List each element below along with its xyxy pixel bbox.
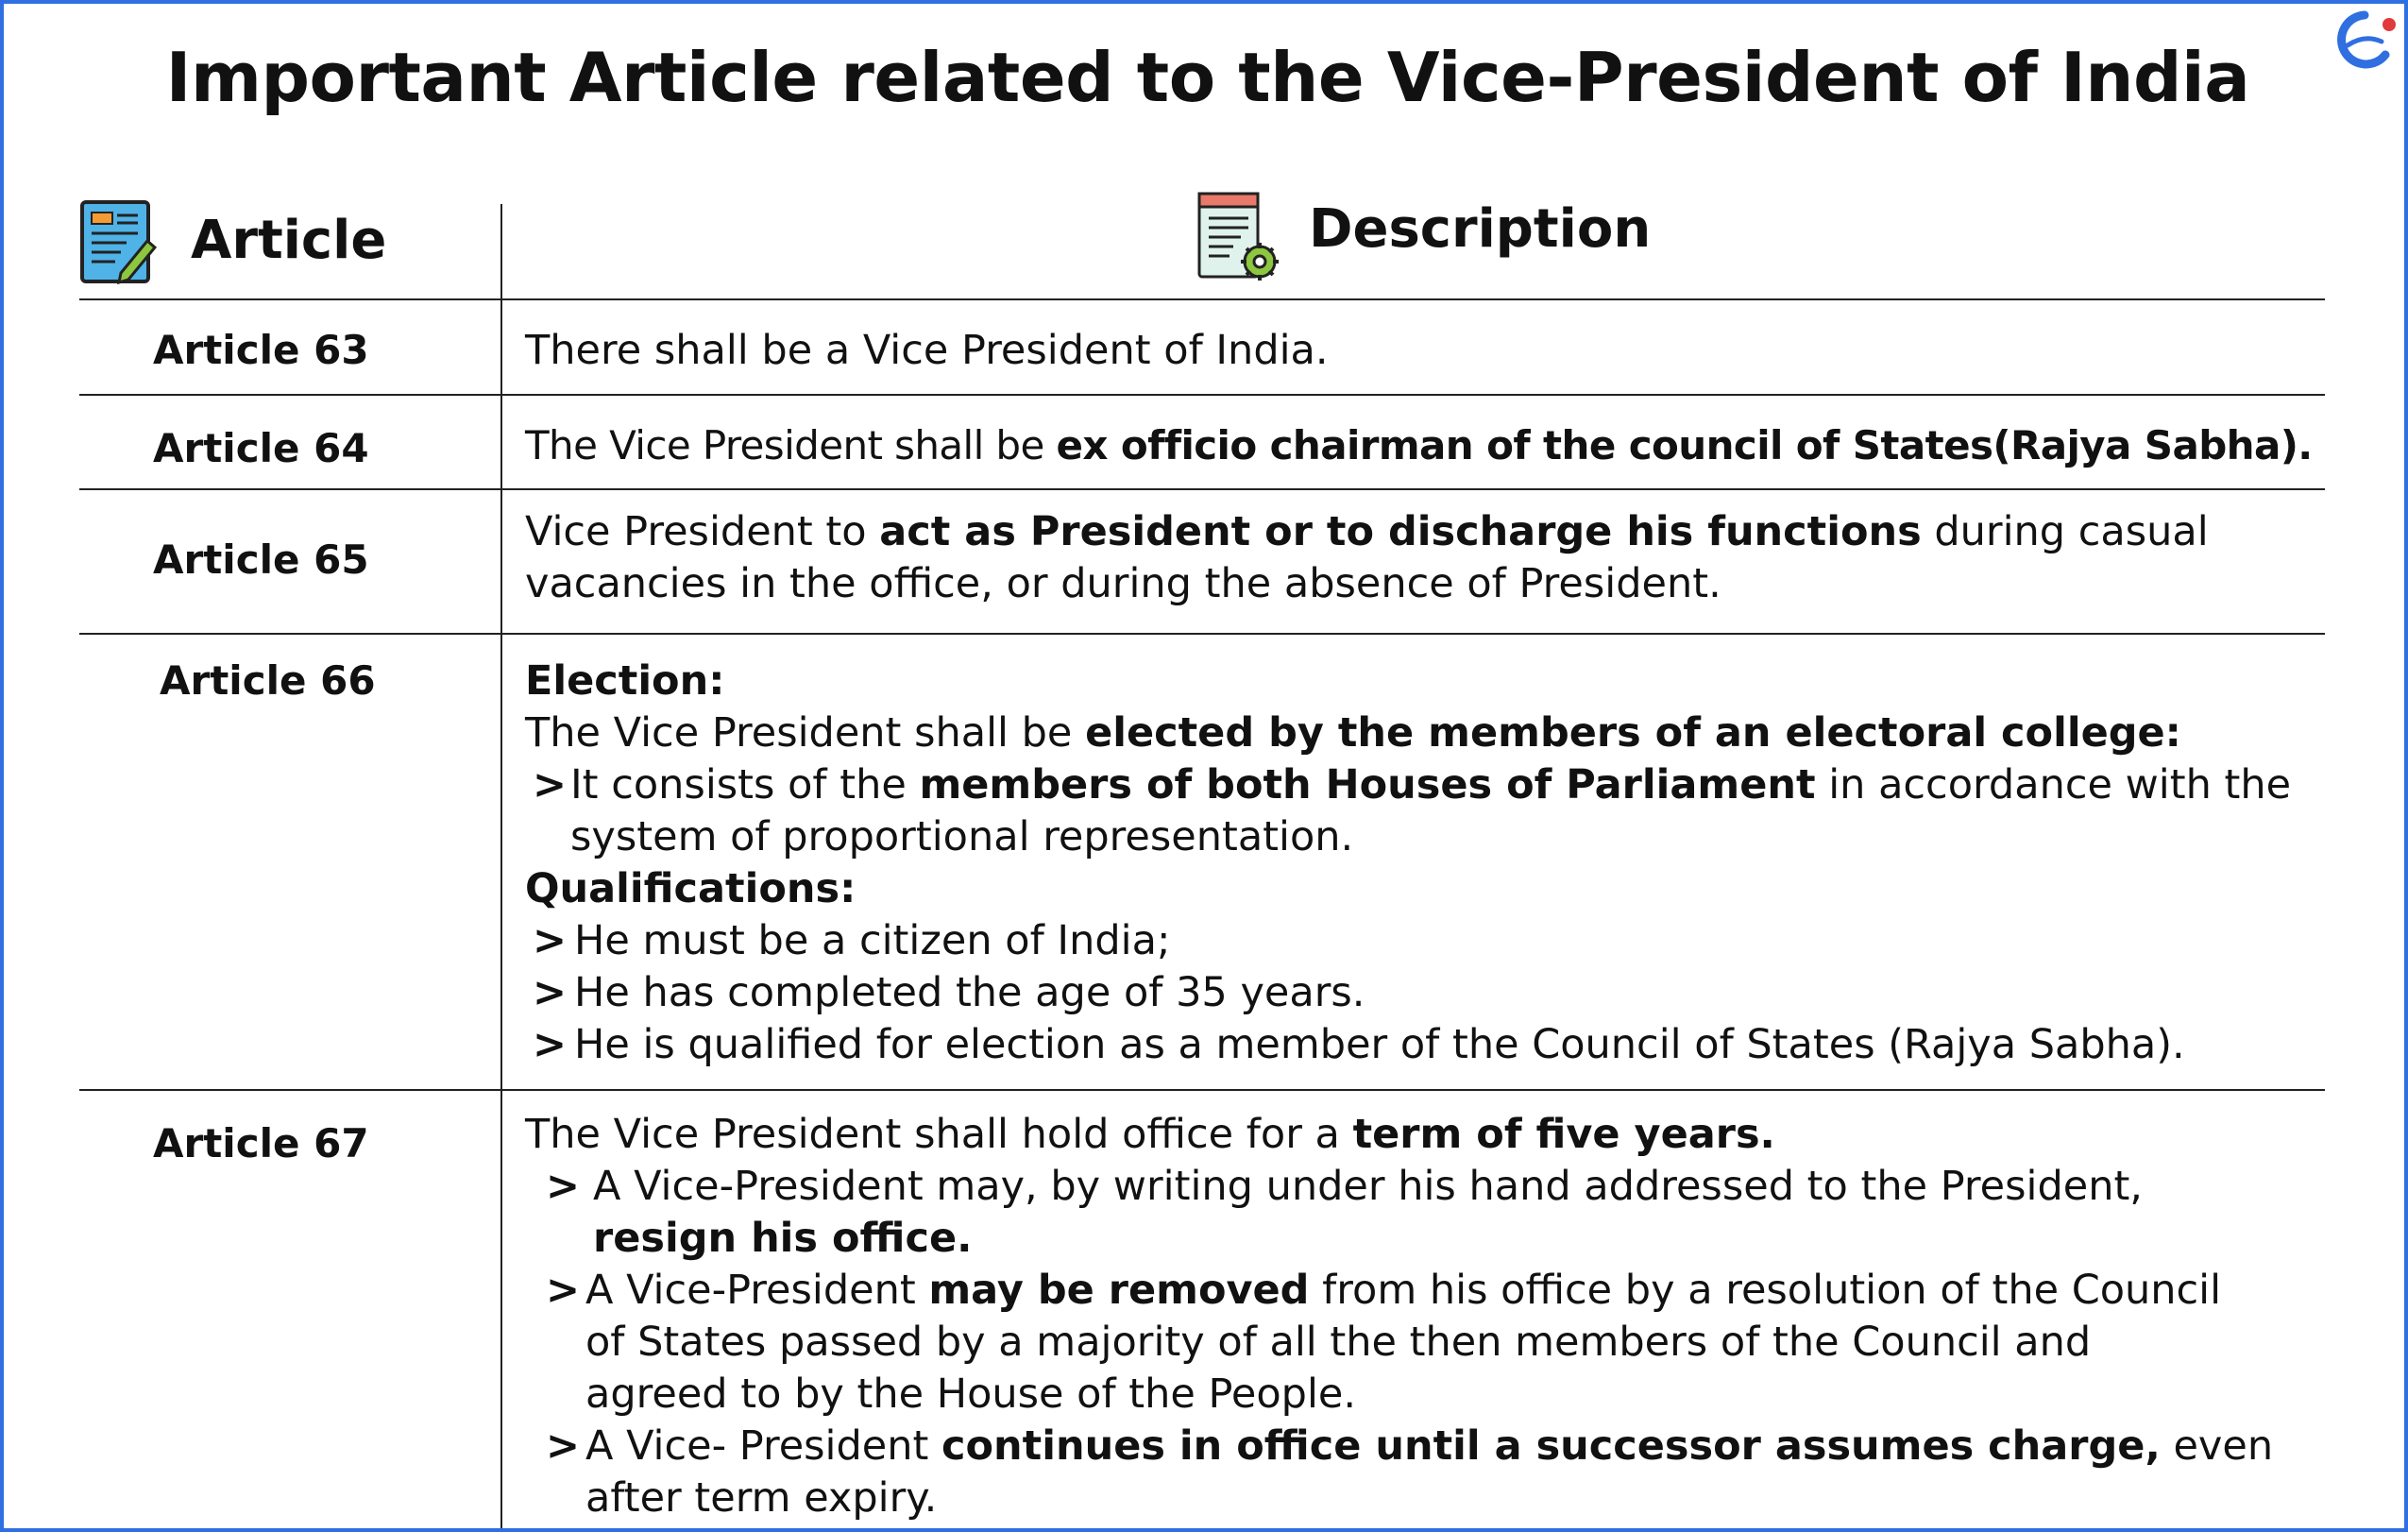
- description-text: even: [2160, 1422, 2274, 1470]
- chevron-right-icon: >: [546, 1267, 581, 1314]
- row-divider: [79, 488, 2325, 490]
- description-text: Vice President to: [525, 508, 880, 555]
- description-text: A Vice-President: [585, 1267, 929, 1314]
- description-bold-text: continues in office until a successor assumes charge,: [941, 1422, 2161, 1470]
- bullet-item: [525, 1421, 2400, 1524]
- description-column-header: Description: [1309, 198, 1652, 260]
- column-divider: [500, 298, 502, 1532]
- chevron-right-icon: >: [533, 761, 568, 809]
- article-63-label: Article 63: [153, 327, 369, 373]
- qualifications-heading: Qualifications:: [525, 865, 856, 912]
- description-text: A Vice-President may, by writing under his hand addressed to the President,: [593, 1163, 2143, 1210]
- description-text: He must be a citizen of India;: [574, 917, 1171, 964]
- bullet-item: [525, 1265, 2400, 1421]
- description-text: in accordance with the: [1815, 761, 2292, 809]
- description-bold-text: term of five years.: [1352, 1111, 1775, 1158]
- description-text: agreed to by the House of the People.: [585, 1370, 1357, 1418]
- row-divider: [79, 298, 2325, 300]
- article-66-label: Article 66: [160, 657, 376, 704]
- description-text: system of proportional representation.: [570, 813, 1354, 860]
- page-title: Important Article related to the Vice-President of India: [165, 38, 2250, 117]
- description-text: He is qualified for election as a member of the Council of States (Rajya Sabha).: [574, 1021, 2185, 1068]
- description-text: He has completed the age of 35 years.: [574, 969, 1365, 1016]
- description-text: The Vice President shall be: [525, 422, 1057, 468]
- chevron-right-icon: >: [546, 1163, 581, 1210]
- description-bold-text: act as President or to discharge his functions: [879, 508, 1922, 555]
- bullet-item: [525, 967, 2400, 1019]
- bullet-item: [525, 1019, 2400, 1071]
- description-text: A Vice- President: [585, 1422, 942, 1470]
- column-divider: [500, 204, 502, 300]
- description-text: after term expiry.: [585, 1474, 938, 1522]
- chevron-right-icon: >: [533, 1021, 568, 1068]
- row-divider: [79, 1089, 2325, 1091]
- bullet-item: [525, 1161, 2400, 1265]
- chevron-right-icon: >: [546, 1422, 581, 1470]
- description-bold-text: resign his office.: [593, 1215, 973, 1262]
- chevron-right-icon: >: [533, 969, 568, 1016]
- article-65-description: [525, 506, 2400, 610]
- article-edit-icon: [79, 199, 157, 286]
- article-67-label: Article 67: [153, 1120, 369, 1166]
- article-67-description: [525, 1109, 2400, 1524]
- description-bold-text: elected by the members of an electoral college:: [1085, 709, 2181, 757]
- description-text: The Vice President shall be: [525, 709, 1086, 757]
- article-66-description: [525, 655, 2400, 1071]
- description-text: The Vice President shall hold office for a: [525, 1111, 1353, 1158]
- bullet-item: [525, 915, 2400, 967]
- election-heading: Election:: [525, 657, 725, 705]
- description-text: during casual: [1921, 508, 2209, 555]
- description-bold-text: may be removed: [928, 1267, 1310, 1314]
- row-divider: [79, 633, 2325, 635]
- description-text: It consists of the: [570, 761, 920, 809]
- article-65-label: Article 65: [153, 536, 369, 583]
- description-bold-text: ex officio chairman of the council of States(Rajya Sabha).: [1056, 422, 2313, 468]
- article-63-description: [525, 325, 2400, 377]
- article-column-header: Article: [191, 210, 387, 271]
- description-bold-text: members of both Houses of Parliament: [919, 761, 1816, 809]
- row-divider: [79, 394, 2325, 396]
- brand-logo-icon: [2327, 8, 2402, 74]
- document-settings-icon: [1196, 190, 1280, 284]
- description-text: There shall be a Vice President of India.: [525, 327, 1329, 374]
- article-64-label: Article 64: [153, 425, 369, 471]
- article-64-description: [525, 419, 2400, 471]
- description-text: vacancies in the office, or during the absence of President.: [525, 560, 1721, 607]
- description-text: of States passed by a majority of all the then members of the Council and: [585, 1319, 2092, 1366]
- bullet-item: [525, 759, 2400, 863]
- description-text: from his office by a resolution of the Council: [1309, 1267, 2222, 1314]
- chevron-right-icon: >: [533, 917, 568, 964]
